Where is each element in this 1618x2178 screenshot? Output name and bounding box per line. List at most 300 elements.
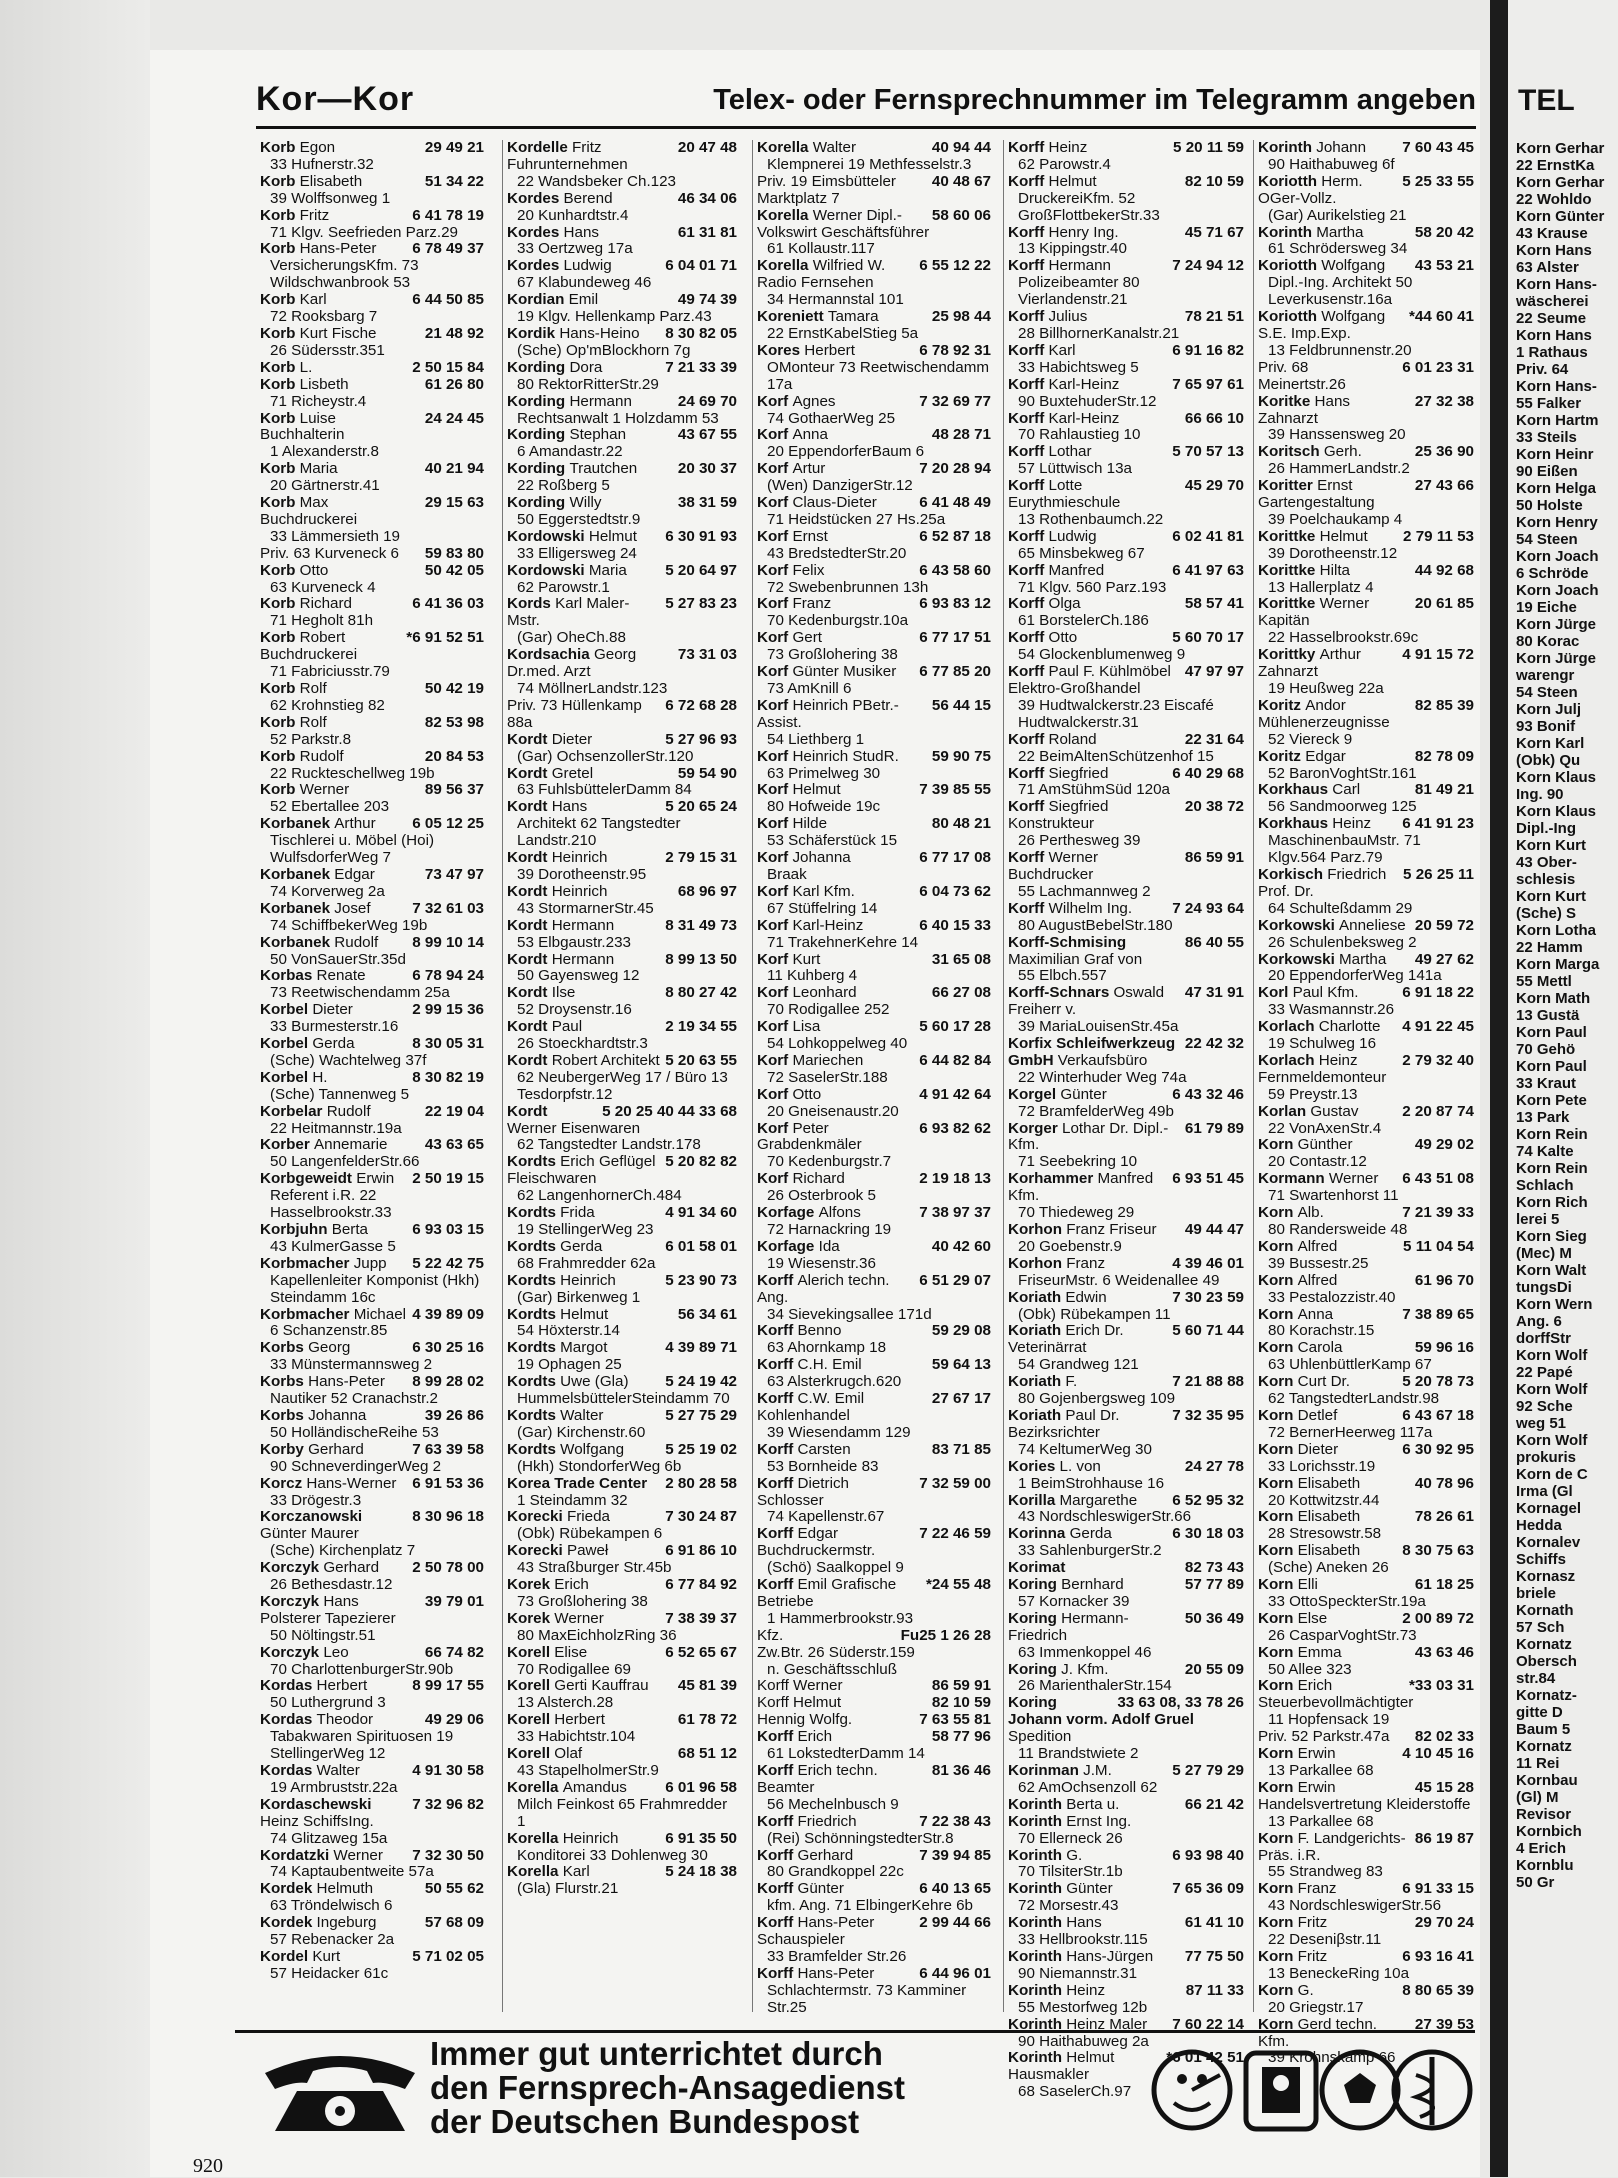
phone-number: 86 59 91 <box>931 1677 991 1695</box>
listing-detail: Paul Dr. Bezirksrichter <box>1008 1406 1120 1441</box>
next-page-line: Korn Math <box>1516 990 1591 1007</box>
phone-number: 24 27 78 <box>1184 1457 1244 1475</box>
listing-entry <box>1258 444 1474 478</box>
listing-detail: Helmut <box>588 527 637 545</box>
listing-detail: Arthur Zahnarzt <box>1258 646 1361 681</box>
listing-entry <box>1008 1949 1244 1983</box>
listing-entry <box>260 140 484 174</box>
listing-entry <box>260 782 484 816</box>
next-page-line: Korn Joach <box>1516 548 1599 565</box>
phone-number: 2 79 15 31 <box>665 849 737 867</box>
listing-detail: Gretel <box>551 764 594 782</box>
listing-address: 22 Hasselbrookstr.69c <box>1268 629 1419 647</box>
listing-name: Korinth <box>1008 2049 1067 2067</box>
listing-detail: Fritz <box>1297 1914 1328 1932</box>
phone-number: 40 78 96 <box>1414 1474 1474 1492</box>
listing-name: Korb <box>260 291 300 309</box>
phone-number: 6 93 51 45 <box>1172 1170 1244 1188</box>
phone-number: 50 55 62 <box>424 1880 484 1898</box>
listing-address: 20 Contastr.12 <box>1268 1153 1367 1171</box>
listing-address: 43 KulmerGasse 5 <box>270 1237 396 1255</box>
listing-entry <box>757 1628 991 1645</box>
listing-name: Korkhaus <box>1258 815 1333 833</box>
listing-entry <box>1008 377 1244 411</box>
listing-detail: Werner <box>554 1609 604 1627</box>
listing-detail: J.M. <box>1083 1762 1112 1779</box>
listing-detail: Heinz Fernmeldemonteur <box>1258 1051 1387 1086</box>
listing-name: Korff <box>757 1728 798 1746</box>
phone-number: 5 27 83 23 <box>665 595 737 613</box>
phone-number: 5 20 82 82 <box>665 1153 737 1171</box>
phone-number: 8 30 82 19 <box>412 1068 484 1086</box>
listing-detail: Werner Eisenwaren <box>507 1119 641 1137</box>
phone-number: 82 78 09 <box>1414 747 1474 765</box>
listing-entry <box>1258 1949 1474 1983</box>
listing-name: Korger <box>1008 1119 1063 1137</box>
listing-entry <box>757 698 991 749</box>
listing-name: Kordts <box>507 1271 561 1289</box>
phone-number: 59 54 90 <box>677 764 737 782</box>
listing-name: Korl <box>1258 984 1293 1002</box>
next-page-line: 93 Bonif <box>1516 718 1576 735</box>
listing-address: 71 AmStühmSüd 120a <box>1018 781 1170 799</box>
listing-name: Kordek <box>260 1880 317 1898</box>
phone-number: 5 24 19 42 <box>665 1373 737 1391</box>
listing-entry <box>1008 596 1244 630</box>
listing-detail: Dietrich Schlosser <box>757 1474 849 1509</box>
listing-detail: Karl <box>562 1863 590 1881</box>
listing-entry <box>260 1881 484 1915</box>
phone-number: 6 04 01 71 <box>665 257 737 275</box>
listing-address: 67 Klabundeweg 46 <box>517 274 652 292</box>
listing-address: 34 Hermannstal 101 <box>767 291 904 309</box>
listing-detail: Karl-Heinz <box>1048 375 1120 393</box>
listing-detail: Otto <box>1048 629 1078 647</box>
listing-detail: Richard <box>792 1170 845 1188</box>
recipe-book-icon <box>1246 2053 1316 2129</box>
listing-address: 74 MöllnerLandstr.123 <box>517 680 668 697</box>
listing-address: 71 Seebekring 10 <box>1018 1153 1138 1171</box>
listing-detail: Priv. 73 Hüllenkamp 88a <box>507 696 642 731</box>
listing-detail: Detlef <box>1297 1406 1338 1424</box>
phone-number: 40 42 60 <box>931 1237 991 1255</box>
phone-number: 81 49 21 <box>1414 781 1474 799</box>
listing-entry <box>507 952 737 986</box>
listing-detail: Gerhard <box>323 1559 380 1577</box>
phone-number: 6 43 58 60 <box>919 561 991 579</box>
listing-entry <box>1258 1678 1474 1729</box>
listing-entry <box>1258 985 1474 1019</box>
phone-number: 29 49 21 <box>424 139 484 156</box>
phone-number: 7 32 35 95 <box>1172 1406 1244 1424</box>
listing-detail: Werner Dipl.-Volkswirt Geschäftsführer <box>757 206 930 241</box>
listing-detail: Kurt Fische <box>299 324 377 342</box>
listing-address: 33 Drögestr.3 <box>270 1491 362 1509</box>
listing-name: Korbanek <box>260 815 335 833</box>
listing-detail: Gerti Kauffrau <box>554 1677 649 1695</box>
listing-entry <box>1258 529 1474 563</box>
listing-entry <box>260 1712 484 1763</box>
listing-detail: Franz <box>792 595 832 613</box>
listing-detail: Martha <box>1339 950 1387 968</box>
listing-entry <box>1258 309 1474 360</box>
listing-name: Korea Trade Center <box>507 1474 648 1492</box>
listing-entry <box>1008 1493 1244 1527</box>
listing-name: Korhon <box>1008 1254 1067 1272</box>
listing-address: 20 Gärtnerstr.41 <box>270 477 380 495</box>
listing-address: 39 Dorotheenstr.12 <box>1268 544 1398 562</box>
phone-number: 7 21 39 33 <box>1402 1204 1474 1222</box>
listing-detail: Herm. OGer-Vollz. <box>1258 172 1363 207</box>
listing-address: 19 Wiesenstr.36 <box>767 1254 876 1272</box>
listing-address: 43 Straßburger Str.45b <box>517 1559 672 1577</box>
phone-number: 40 94 44 <box>931 139 991 156</box>
listing-entry <box>1008 343 1244 377</box>
listing-detail: Wolfgang <box>560 1440 625 1458</box>
phone-number: *33 03 31 <box>1408 1677 1474 1695</box>
listing-detail: Martha <box>1316 223 1364 241</box>
listing-name: Kordt <box>507 798 552 816</box>
listing-address: 63 Ahornkamp 18 <box>767 1339 887 1357</box>
listing-detail: Ludwig <box>1048 527 1097 545</box>
next-page-line: 50 Gr <box>1516 1874 1555 1891</box>
listing-detail: Charlotte <box>1318 1018 1381 1036</box>
phone-number: 2 99 44 66 <box>919 1914 991 1932</box>
listing-name: Korf <box>757 747 793 765</box>
listing-name: Korfix Schleifwerkzeug GmbH <box>1008 1035 1176 1069</box>
listing-name: Korittke <box>1258 595 1320 613</box>
listing-name: Korella <box>757 257 813 275</box>
listing-name: Koriath <box>1008 1406 1066 1424</box>
listing-detail: Günter <box>1060 1085 1107 1103</box>
phone-number: 5 11 04 54 <box>1403 1237 1474 1255</box>
listing-detail: Ida <box>818 1237 840 1255</box>
listing-name: Korinth <box>1008 1795 1067 1813</box>
listing-address: 65 Minsbekweg 67 <box>1018 544 1145 562</box>
listing-detail: Artur <box>792 460 826 478</box>
listing-name: Korn <box>1258 1745 1298 1763</box>
listing-entry <box>757 1205 991 1239</box>
listing-address: 54 Glockenblumenweg 9 <box>1018 646 1186 664</box>
listing-name: Korittke <box>1258 561 1320 579</box>
listing-address: 70 Ellerneck 26 <box>1018 1829 1123 1847</box>
listing-entry <box>1258 1645 1474 1679</box>
listing-entry <box>757 596 991 630</box>
next-page-line: lerei 5 <box>1516 1211 1560 1228</box>
next-page-line: Korn Paul <box>1516 1058 1587 1075</box>
listing-name: Korbelar <box>260 1102 327 1120</box>
listing-address: Rechtsanwalt 1 Holzdamm 53 <box>517 409 719 427</box>
listing-entry <box>507 258 737 292</box>
phone-number: 82 10 59 <box>1184 172 1244 190</box>
phone-number: 68 96 97 <box>677 882 737 900</box>
next-page-line: 13 Gustä <box>1516 1007 1580 1024</box>
listing-name: Korn <box>1258 1373 1298 1391</box>
listing-detail: Wolfgang <box>1321 257 1386 275</box>
listing-address: 71 Fabriciusstr.79 <box>270 663 390 681</box>
listing-detail: Annemarie <box>314 1136 388 1154</box>
phone-number: 45 71 67 <box>1184 223 1244 241</box>
next-page-line: Korn Julj <box>1516 701 1582 718</box>
phone-number: 2 80 28 58 <box>665 1474 737 1492</box>
listing-address: 22 Ruckteschellweg 19b <box>270 764 435 782</box>
listing-address: n. Geschäftsschluß <box>767 1660 897 1678</box>
listing-address: 6 Schanzenstr.85 <box>270 1322 388 1340</box>
listing-address: Kapellenleiter Komponist (Hkh) Steindamm 16c <box>270 1271 480 1306</box>
listing-name: Koring <box>1008 1660 1062 1678</box>
listing-address: 52 Droysenstr.16 <box>517 1001 632 1019</box>
listing-name: Kordts <box>507 1440 561 1458</box>
listing-detail: Ludwig <box>563 257 612 275</box>
listing-name: Kordel <box>260 1947 313 1965</box>
next-page-line: Korn de C <box>1516 1466 1588 1483</box>
listing-detail: Gustav <box>1310 1102 1359 1120</box>
listing-entry <box>757 1323 991 1357</box>
phone-number: 6 51 29 07 <box>919 1271 991 1289</box>
listing-detail: Edgar Buchdruckermstr. <box>757 1525 876 1560</box>
listing-detail: Elisabeth <box>299 172 363 190</box>
listing-detail: Georg Dr.med. Arzt <box>507 646 637 681</box>
phone-number: 27 43 66 <box>1414 477 1474 495</box>
phone-number: 7 22 38 43 <box>919 1812 991 1830</box>
listing-address: (Hkh) StondorferWeg 6b <box>517 1457 682 1475</box>
listing-detail: Karl-Heinz <box>792 916 864 934</box>
phone-number: 6 91 35 50 <box>665 1829 737 1847</box>
listing-name: Korff <box>1008 629 1049 647</box>
listing-address: 64 Schulteßdamm 29 <box>1268 899 1413 917</box>
listing-entry <box>507 1831 737 1865</box>
listing-entry <box>260 546 484 563</box>
next-page-line: warengr <box>1516 667 1575 684</box>
listing-name: Korff-Schmising <box>1008 933 1127 951</box>
listing-address: 71 Swartenhorst 11 <box>1268 1187 1399 1205</box>
listing-entry <box>757 1053 991 1087</box>
listing-name: Korczyk <box>260 1643 324 1661</box>
listing-address: 62 Krohnstieg 82 <box>270 696 385 714</box>
listing-name: Kording <box>507 358 570 376</box>
phone-number: 7 38 39 37 <box>665 1609 737 1627</box>
listing-name: Korinth <box>1008 1880 1067 1898</box>
listing-address: 50 Eggerstedtstr.9 <box>517 510 641 528</box>
listing-name: Korbjuhn <box>260 1221 332 1238</box>
listing-name: Koreniett <box>757 308 828 326</box>
listing-name: Kordts <box>507 1237 561 1255</box>
next-page-line: Kornath <box>1516 1602 1574 1619</box>
listing-detail: Werner <box>299 781 350 799</box>
listing-address: OMonteur 73 Reetwischendamm 17a <box>767 358 990 393</box>
listing-entry <box>507 918 737 952</box>
listing-name: Korella <box>507 1863 563 1881</box>
phone-number: 78 21 51 <box>1184 308 1244 326</box>
listing-detail: Uwe (Gla) <box>560 1373 629 1391</box>
listing-name: Korff <box>1008 764 1049 782</box>
listing-address: VersicherungsKfm. 73 Wildschwanbrook 53 <box>270 257 419 292</box>
next-page-line: 22 ErnstKa <box>1516 157 1595 174</box>
listing-detail: Karl Kfm. <box>792 882 855 900</box>
phone-number: 6 43 51 08 <box>1402 1170 1474 1188</box>
next-page-line: Kornblu <box>1516 1857 1574 1874</box>
listing-name: Kording <box>507 392 570 410</box>
listing-name: Korff <box>1008 139 1049 156</box>
phone-number: 5 25 33 55 <box>1402 172 1474 190</box>
listing-entry <box>507 1239 737 1273</box>
listing-address: Tischlerei u. Möbel (Hoi) WulfsdorferWeg 7 <box>270 832 435 867</box>
listing-name: Korff <box>1008 899 1049 917</box>
phone-number: 58 77 96 <box>931 1728 991 1746</box>
listing-name: Korf <box>757 950 793 968</box>
listing-address: 90 SchneverdingerWeg 2 <box>270 1457 442 1475</box>
listing-name: Korbgeweidt <box>260 1170 357 1188</box>
next-page-line: 6 Schröde <box>1516 565 1589 582</box>
listing-detail: Franz <box>1297 1880 1337 1898</box>
listing-entry <box>757 1357 991 1391</box>
listing-entry <box>1258 1611 1474 1645</box>
listing-entry <box>757 1577 991 1628</box>
listing-entry <box>260 749 484 783</box>
listing-address: 33 OttoSpeckterStr.19a <box>1268 1592 1426 1610</box>
listing-detail: Friedrich <box>797 1812 857 1830</box>
listing-address: 73 Großlohering 38 <box>517 1592 648 1610</box>
next-page-line: Schiffs <box>1516 1551 1567 1568</box>
listing-entry <box>757 394 991 428</box>
listing-entry <box>1258 1374 1474 1408</box>
football-icon <box>1322 2052 1398 2128</box>
listing-address: 70 Kedenburgstr.7 <box>767 1153 892 1171</box>
listing-name: Kordsachia <box>507 646 594 664</box>
listing-detail: Curt Dr. <box>1297 1373 1350 1391</box>
listing-address: 33 Lämmersieth 19 <box>270 527 401 545</box>
listing-address: 26 Südersstr.351 <box>270 341 385 359</box>
phone-number: 73 47 97 <box>424 865 484 883</box>
phone-number: 39 79 01 <box>424 1592 484 1610</box>
listing-entry <box>260 968 484 1002</box>
listing-address: 39 Poelchaukamp 4 <box>1268 510 1403 528</box>
phone-number: 45 81 39 <box>677 1677 737 1695</box>
listing-entry <box>1258 1881 1474 1915</box>
listing-entry <box>1258 1509 1474 1543</box>
listing-address: 11 Kuhberg 4 <box>767 967 858 985</box>
next-page-line: 54 Steen <box>1516 684 1578 701</box>
listing-name: Korff <box>1008 308 1049 326</box>
listing-detail: Stephan <box>569 426 627 444</box>
listing-detail: Alb. <box>1297 1204 1324 1222</box>
listing-name: Korb <box>260 460 300 478</box>
listing-address: 33 Habichtstr.104 <box>517 1728 636 1746</box>
next-page-line: Korn Wolf <box>1516 1347 1588 1364</box>
listing-name: Korf <box>757 663 793 681</box>
listing-detail: Andor Mühlenerzeugnisse <box>1258 696 1390 731</box>
header-note: Telex- oder Fernsprechnummer im Telegramm angeben <box>713 84 1476 116</box>
listing-name: Kordian <box>507 291 569 309</box>
listing-detail: Gerda <box>1069 1525 1112 1543</box>
listing-name: Kordts <box>507 1153 561 1171</box>
phone-number: 6 41 97 63 <box>1172 561 1244 579</box>
listing-entry <box>1008 174 1244 225</box>
listing-entry <box>1258 1476 1474 1510</box>
listing-detail: Emma <box>1297 1643 1342 1661</box>
listing-entry <box>1008 1171 1244 1222</box>
listing-detail: Günter Musiker <box>792 663 897 681</box>
phone-number: 4 39 46 01 <box>1172 1254 1244 1272</box>
listing-entry <box>507 799 737 850</box>
phone-number: 6 78 94 24 <box>412 967 484 985</box>
listing-address: 73 Großlohering 38 <box>767 646 898 664</box>
listing-entry <box>260 1408 484 1442</box>
listing-detail: Berend <box>563 189 613 207</box>
listing-address: 50 LangenfelderStr.66 <box>270 1153 420 1171</box>
listing-detail: Günther <box>1297 1136 1353 1154</box>
listing-name: Korff <box>1008 223 1049 241</box>
listing-entry <box>260 1104 484 1138</box>
listing-address: 63 Immenkoppel 46 <box>1018 1643 1152 1661</box>
listing-detail: Alfred <box>1297 1271 1338 1289</box>
phone-number: 51 34 22 <box>424 172 484 190</box>
listing-address: 20 Goebenstr.9 <box>1018 1237 1122 1255</box>
listing-name: Koritz <box>1258 747 1306 765</box>
listing-detail: Wilfried W. Radio Fernsehen <box>757 257 886 292</box>
listing-name: Korn <box>1258 2015 1298 2033</box>
listing-name: Korittke <box>1258 527 1320 545</box>
ad-line-2: den Fernsprech-Ansagedienst <box>430 2069 905 2106</box>
phone-number: 6 01 58 01 <box>665 1237 737 1255</box>
listing-detail: Paweł <box>566 1542 609 1560</box>
listing-address: 52 BaronVoghtStr.161 <box>1268 764 1417 782</box>
listing-entry <box>757 1645 991 1679</box>
phone-number: 21 48 92 <box>424 324 484 342</box>
listing-address: 70 Rahlaustieg 10 <box>1018 426 1141 444</box>
phone-number: *6 91 52 51 <box>406 629 484 647</box>
listing-entry <box>1258 140 1474 174</box>
listing-entry <box>260 1222 484 1256</box>
listing-entry <box>260 208 484 242</box>
next-page-line: Korn Klaus <box>1516 803 1597 820</box>
phone-number: 7 60 43 45 <box>1402 139 1474 156</box>
listing-entry <box>757 140 991 174</box>
listing-name: Korn <box>1258 1542 1298 1560</box>
listing-entry <box>260 1036 484 1070</box>
listing-name: Kormann <box>1258 1170 1329 1188</box>
listing-address: 50 Nöltingstr.51 <box>270 1626 376 1644</box>
listing-entry <box>757 1391 991 1442</box>
listing-entry <box>1008 1983 1244 2017</box>
next-page-line: Korn Günter <box>1516 208 1605 225</box>
phone-number: 61 78 72 <box>677 1711 737 1729</box>
listing-entry <box>260 1509 484 1560</box>
listing-name: Kordas <box>260 1762 317 1779</box>
listing-address: 22 BeimAltenSchützenhof 15 <box>1018 747 1214 765</box>
listing-detail: Olaf <box>554 1745 583 1763</box>
listing-detail: Else <box>1297 1609 1328 1627</box>
listing-entry <box>1008 1459 1244 1493</box>
listing-address: 73 Reetwischendamm 25a <box>270 984 450 1002</box>
phone-number: 6 91 18 22 <box>1402 984 1474 1002</box>
listing-entry <box>507 850 737 884</box>
phone-number: 87 11 33 <box>1185 1981 1244 1999</box>
listing-entry <box>1258 596 1474 647</box>
next-page-line: Irma (Gl <box>1516 1483 1573 1500</box>
listing-detail: Verkaufsbüro <box>1057 1051 1148 1069</box>
phone-number: 7 22 46 59 <box>919 1525 991 1543</box>
listing-detail: Maria <box>299 460 338 478</box>
listing-entry <box>1258 1780 1474 1831</box>
phone-number: 25 98 44 <box>931 308 991 326</box>
listing-address: Tabakwaren Spirituosen 19 StellingerWeg 12 <box>270 1728 454 1763</box>
listing-detail: Josef <box>334 899 371 917</box>
listing-name: Korff <box>757 1440 798 1458</box>
listing-address: 26 Osterbrook 5 <box>767 1187 876 1205</box>
phone-number: 29 15 63 <box>424 494 484 512</box>
next-page-line: 22 Seume <box>1516 310 1587 327</box>
